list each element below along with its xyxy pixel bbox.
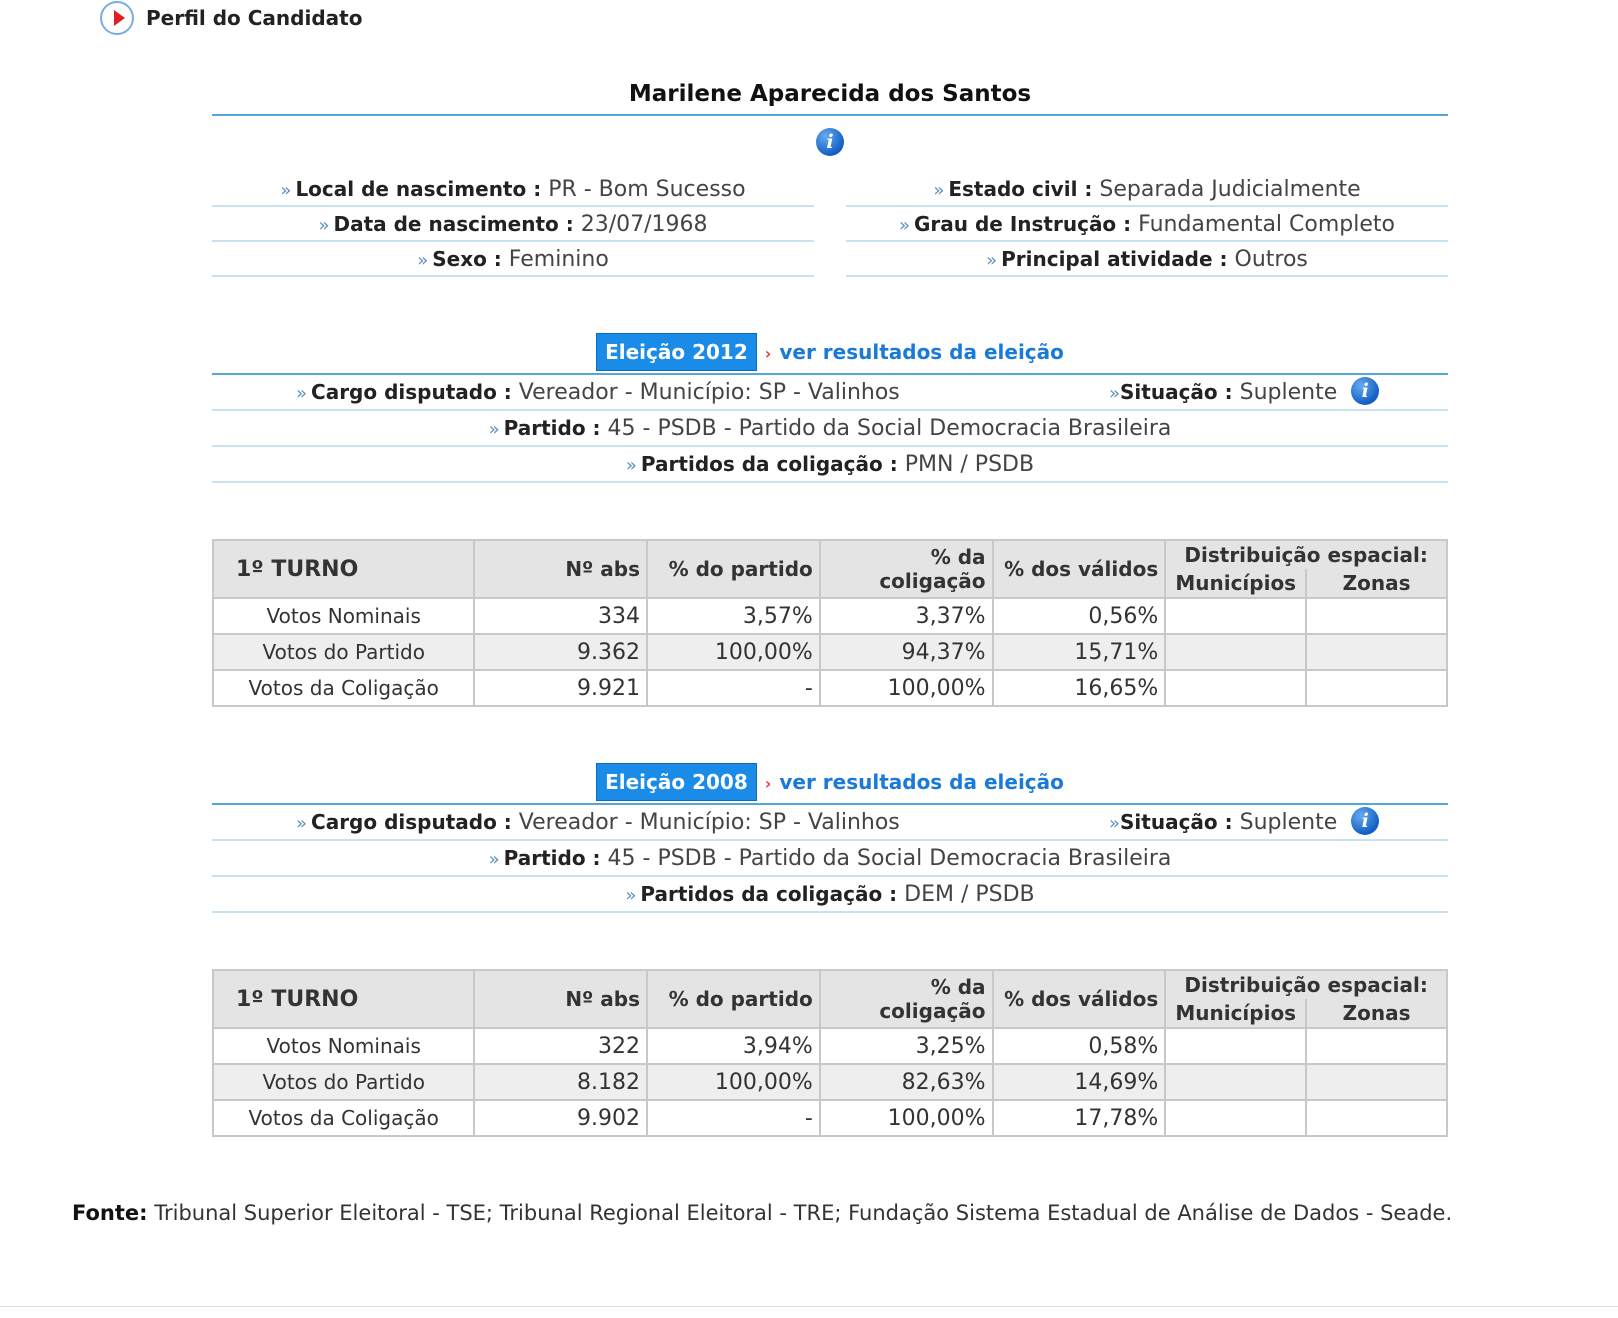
cell-municipios — [1165, 670, 1306, 706]
table-row — [213, 1064, 1447, 1100]
field-label: Partido : — [503, 416, 601, 440]
profile-row-birthdate — [212, 207, 814, 242]
info-icon[interactable]: i — [816, 128, 844, 156]
chevron-right-icon: » — [318, 215, 330, 236]
cargo-row — [212, 375, 1448, 411]
chevron-right-icon: » — [933, 180, 945, 201]
source-label: Fonte: — [72, 1201, 148, 1225]
cell-zonas — [1306, 598, 1447, 634]
cell-partido: - — [647, 670, 820, 706]
cell-validos: 0,56% — [993, 598, 1166, 634]
cell-abs: 8.182 — [474, 1064, 647, 1100]
distribution-header: Distribuição espacial: — [1165, 970, 1447, 999]
cell-validos: 17,78% — [993, 1100, 1166, 1136]
column-header: % dos válidos — [993, 540, 1166, 598]
table-row — [213, 1100, 1447, 1136]
cell-validos: 14,69% — [993, 1064, 1166, 1100]
election-results-link[interactable] — [765, 770, 1064, 794]
partido-row — [212, 841, 1448, 877]
play-circle-icon[interactable] — [100, 1, 134, 35]
chevron-right-icon: » — [986, 250, 998, 271]
cell-abs: 322 — [474, 1028, 647, 1064]
cell-coligacao: 100,00% — [820, 1100, 993, 1136]
field-value: Suplente — [1232, 380, 1338, 405]
chevron-right-icon: » — [625, 455, 637, 476]
cell-zonas — [1306, 634, 1447, 670]
cargo-row — [212, 805, 1448, 841]
source-text: Tribunal Superior Eleitoral - TSE; Tribunal Regional Eleitoral - TRE; Fundação Sistema Estadual de Análise de Dados - Seade. — [147, 1201, 1453, 1225]
candidate-profile — [212, 78, 1448, 1137]
row-label: Votos da Coligação — [213, 1100, 474, 1136]
info-icon[interactable]: i — [1351, 807, 1379, 835]
coligacao-row — [212, 877, 1448, 913]
column-header: % dos válidos — [993, 970, 1166, 1028]
column-header: Municípios — [1165, 999, 1306, 1028]
table-row — [213, 634, 1447, 670]
election-2012 — [212, 333, 1448, 707]
profile-row-civil-status — [846, 172, 1448, 207]
cell-partido: 3,94% — [647, 1028, 820, 1064]
field-value: Separada Judicialmente — [1092, 177, 1361, 202]
chevron-right-icon: » — [899, 215, 911, 236]
cell-validos: 15,71% — [993, 634, 1166, 670]
field-value: 45 - PSDB - Partido da Social Democracia Brasileira — [600, 846, 1172, 871]
partido-row — [212, 411, 1448, 447]
cell-abs: 9.921 — [474, 670, 647, 706]
field-label: Cargo disputado : — [311, 810, 512, 834]
cell-municipios — [1165, 598, 1306, 634]
page-title[interactable]: Perfil do Candidato — [146, 6, 363, 30]
row-label: Votos do Partido — [213, 634, 474, 670]
field-value: Vereador - Município: SP - Valinhos — [511, 380, 900, 405]
election-2008 — [212, 763, 1448, 1137]
page-header — [100, 0, 362, 36]
chevron-right-icon: » — [488, 849, 500, 870]
field-value: PMN / PSDB — [897, 452, 1035, 477]
profile-row-education — [846, 207, 1448, 242]
cell-coligacao: 3,25% — [820, 1028, 993, 1064]
field-value: Suplente — [1232, 810, 1338, 835]
cell-coligacao: 82,63% — [820, 1064, 993, 1100]
field-label: Sexo : — [432, 247, 502, 271]
chevron-right-icon: » — [1109, 813, 1121, 834]
election-results-link[interactable] — [765, 340, 1064, 364]
turno-header: 1º TURNO — [213, 970, 474, 1028]
chevron-right-icon: » — [417, 250, 429, 271]
row-label: Votos do Partido — [213, 1064, 474, 1100]
field-label: Local de nascimento : — [295, 177, 542, 201]
field-label: Partido : — [503, 846, 601, 870]
profile-row-sex — [212, 242, 814, 277]
cell-validos: 0,58% — [993, 1028, 1166, 1064]
candidate-name: Marilene Aparecida dos Santos — [212, 78, 1448, 116]
column-header: % do partido — [647, 970, 820, 1028]
distribution-header: Distribuição espacial: — [1165, 540, 1447, 569]
field-label: Estado civil : — [948, 177, 1093, 201]
profile-row-birthplace — [212, 172, 814, 207]
info-row — [212, 128, 1448, 160]
field-label: Data de nascimento : — [333, 212, 574, 236]
field-label: Situação : — [1120, 810, 1233, 834]
election-badge: Eleição 2012 — [596, 333, 757, 371]
cell-abs: 9.902 — [474, 1100, 647, 1136]
cell-partido: 3,57% — [647, 598, 820, 634]
results-table — [212, 969, 1448, 1137]
cell-municipios — [1165, 634, 1306, 670]
profile-left-column — [212, 172, 814, 277]
situacao — [1109, 375, 1379, 411]
divider — [0, 1306, 1618, 1307]
field-label: Cargo disputado : — [311, 380, 512, 404]
field-label: Partidos da coligação : — [640, 452, 898, 476]
election-results-link-label[interactable]: ver resultados da eleição — [779, 340, 1064, 364]
column-header: Nº abs — [474, 540, 647, 598]
cell-coligacao: 94,37% — [820, 634, 993, 670]
chevron-right-icon: » — [280, 180, 292, 201]
field-label: Principal atividade : — [1001, 247, 1228, 271]
field-value: Vereador - Município: SP - Valinhos — [511, 810, 900, 835]
field-value: PR - Bom Sucesso — [541, 177, 746, 202]
cell-municipios — [1165, 1100, 1306, 1136]
field-value: 23/07/1968 — [573, 212, 708, 237]
column-header: Zonas — [1306, 999, 1447, 1028]
info-icon[interactable]: i — [1351, 377, 1379, 405]
source-footer — [72, 1200, 1532, 1226]
profile-details — [212, 172, 1448, 277]
field-label: Situação : — [1120, 380, 1233, 404]
cell-zonas — [1306, 670, 1447, 706]
situacao — [1109, 805, 1379, 841]
chevron-right-icon: » — [625, 885, 637, 906]
chevron-right-icon: » — [296, 813, 308, 834]
row-label: Votos Nominais — [213, 1028, 474, 1064]
field-value: Fundamental Completo — [1131, 212, 1395, 237]
field-value: Feminino — [501, 247, 609, 272]
cell-abs: 334 — [474, 598, 647, 634]
cell-partido: 100,00% — [647, 634, 820, 670]
cell-municipios — [1165, 1064, 1306, 1100]
cell-zonas — [1306, 1064, 1447, 1100]
profile-row-occupation — [846, 242, 1448, 277]
table-row — [213, 1028, 1447, 1064]
cell-municipios — [1165, 1028, 1306, 1064]
cell-coligacao: 100,00% — [820, 670, 993, 706]
election-header — [212, 333, 1448, 373]
election-header — [212, 763, 1448, 803]
cell-partido: 100,00% — [647, 1064, 820, 1100]
results-table — [212, 539, 1448, 707]
field-value: Outros — [1227, 247, 1308, 272]
election-badge: Eleição 2008 — [596, 763, 757, 801]
row-label: Votos Nominais — [213, 598, 474, 634]
column-header: Municípios — [1165, 569, 1306, 598]
chevron-right-icon: » — [296, 383, 308, 404]
field-label: Partidos da coligação : — [640, 882, 898, 906]
cell-coligacao: 3,37% — [820, 598, 993, 634]
cell-partido: - — [647, 1100, 820, 1136]
cell-validos: 16,65% — [993, 670, 1166, 706]
arrow-right-icon: › — [764, 774, 772, 793]
cell-zonas — [1306, 1100, 1447, 1136]
table-row — [213, 670, 1447, 706]
column-header: % da coligação — [820, 970, 993, 1028]
chevron-right-icon: » — [488, 419, 500, 440]
column-header: Nº abs — [474, 970, 647, 1028]
coligacao-row — [212, 447, 1448, 483]
profile-right-column — [846, 172, 1448, 277]
column-header: Zonas — [1306, 569, 1447, 598]
field-value: DEM / PSDB — [897, 882, 1035, 907]
turno-header: 1º TURNO — [213, 540, 474, 598]
row-label: Votos da Coligação — [213, 670, 474, 706]
arrow-right-icon: › — [764, 344, 772, 363]
column-header: % do partido — [647, 540, 820, 598]
field-label: Grau de Instrução : — [914, 212, 1132, 236]
cell-abs: 9.362 — [474, 634, 647, 670]
chevron-right-icon: » — [1109, 383, 1121, 404]
column-header: % da coligação — [820, 540, 993, 598]
table-row — [213, 598, 1447, 634]
election-results-link-label[interactable]: ver resultados da eleição — [779, 770, 1064, 794]
field-value: 45 - PSDB - Partido da Social Democracia Brasileira — [600, 416, 1172, 441]
cell-zonas — [1306, 1028, 1447, 1064]
